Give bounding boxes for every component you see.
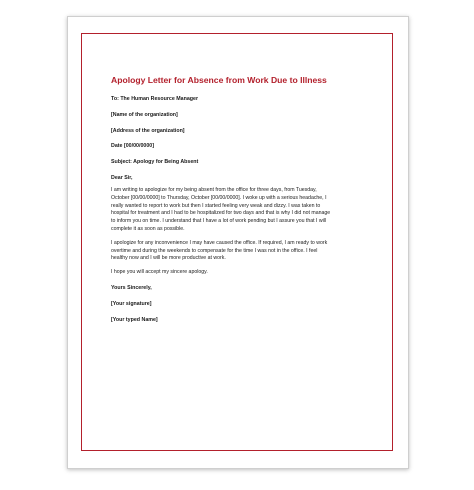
typed-name-placeholder: [Your typed Name] [111, 316, 158, 323]
subject-line: Subject: Apology for Being Absent [111, 159, 199, 166]
date-line: Date [00/00/0000] [111, 143, 154, 150]
paragraph-1-line: hospital for treatment and I had to be hospitalized for two days and that is why I did not manage [111, 210, 331, 217]
signature-placeholder: [Your signature] [111, 300, 152, 307]
paragraph-2-line: overtime and during the weekends to compensate for the time I was not in the office. I feel [111, 247, 318, 254]
organization-name: [Name of the organization] [111, 111, 178, 118]
organization-address: [Address of the organization] [111, 127, 185, 134]
letter-body [111, 75, 381, 332]
closing: Yours Sincerely, [111, 284, 152, 291]
paragraph-1-line: complete it as soon as possible. [111, 225, 185, 232]
letter-title: Apology Letter for Absence from Work Due to Illness [111, 75, 327, 85]
salutation: Dear Sir, [111, 174, 133, 181]
paragraph-2-line: I apologize for any inconvenience I may have caused the office. If required, I am ready to work [111, 239, 328, 246]
letter-page [67, 16, 409, 469]
paragraph-1-line: to inform you on time. I understand that I have a lot of work pending but I assure you that I will [111, 218, 327, 225]
paragraph-1-line: October [00/00/0000] to Thursday, October [00/00/0000]. I woke up with a serious headache, I [111, 194, 327, 201]
paragraph-1-line: I am writing to apologize for my being absent from the office for three days, from Tuesday, [111, 186, 317, 193]
paragraph-1 [111, 187, 381, 234]
recipient-line: To: The Human Resource Manager [111, 96, 199, 102]
paragraph-2 [111, 240, 381, 263]
paragraph-1-line: really wanted to report to work but then I started feeling very weak and dizzy. I was taken to [111, 202, 321, 209]
paragraph-2-line: healthy now and I will be more productive at work. [111, 255, 226, 262]
paragraph-3: I hope you will accept my sincere apology. [111, 269, 208, 276]
